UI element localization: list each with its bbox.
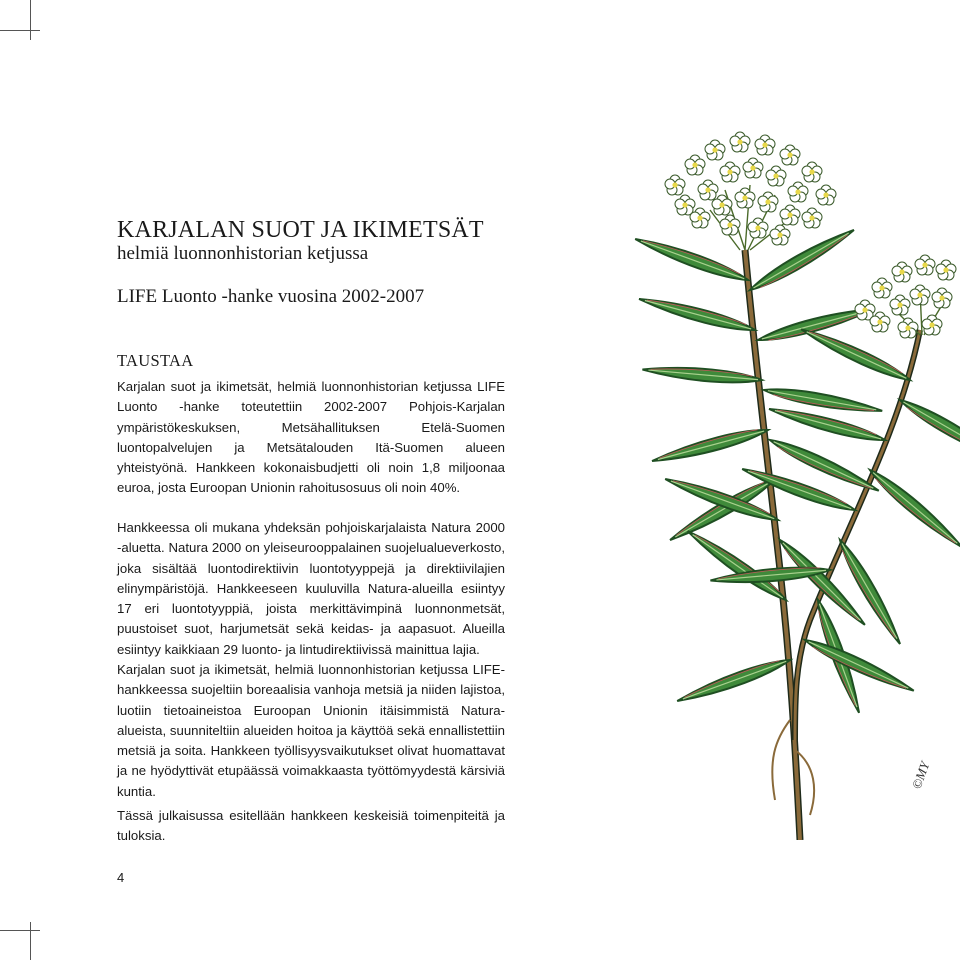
paragraph: Karjalan suot ja ikimetsät, helmiä luonnonhistorian ketjussa LIFE Luonto -hanke toteutettiin 2002-2007 Pohjois-Karjalan ympäristökeskuksen, Metsähallituksen Etelä-Suomen luontopalvelujen ja Metsätalouden Itä-Suomen alueen yhteistyönä. Hankkeen kokonaisbudjetti oli noin 1,8 miljoonaa euroa, josta Euroopan Unionin rahoitusosuus oli noin 40%. (117, 379, 505, 496)
paragraph: Hankkeessa oli mukana yhdeksän pohjoiskarjalaista Natura 2000 -aluetta. Natura 2000 on yleiseurooppalainen suojelualueverkosto, joka sisältää luontodirektiivin luontotyyppejä ja direktiivilajien elinympäristöjä. Hankkeeseen kuuluvilla Natura-alueilla esiintyy 17 eri luontotyyppiä, joista merkittävimpinä luonnonmetsät, puustoiset suot, harjumetsät sekä keidas- ja aapasuot. Alueilla esiintyy kaikkiaan 29 luonto- ja lintudirektiivissä mainittua lajia. (117, 520, 505, 657)
document-title: KARJALAN SUOT JA IKIMETSÄT (117, 217, 484, 243)
crop-mark (0, 930, 40, 931)
leaves (633, 225, 960, 715)
project-line: LIFE Luonto -hanke vuosina 2002-2007 (117, 286, 425, 307)
artist-signature: ©MY (908, 759, 933, 792)
crop-mark (30, 922, 31, 960)
flower-cluster (665, 132, 836, 250)
section-heading: TAUSTAA (117, 351, 194, 370)
paragraph: Karjalan suot ja ikimetsät, helmiä luonnonhistorian ketjussa LIFE-hankkeessa suojeltiin boreaalisia vanhoja metsiä ja niiden lajistoa, luotiin tietoaineistoa Euroopan Unionin itäisimmistä Natura-alueista, suunniteltiin alueiden hoitoa ja käyttöä sekä ennallistettiin metsiä ja soita. Hankkeen työllisyysvaikutukset olivat huomattavat ja ne hyödyttivät etupäässä voimakkaasta työttömyydestä kärsiviä kuntia. (117, 662, 505, 799)
crop-mark (0, 30, 40, 31)
crop-mark (30, 0, 31, 40)
labrador-tea-illustration (590, 100, 960, 840)
page-number: 4 (117, 870, 125, 885)
paragraph: Tässä julkaisussa esitellään hankkeen keskeisiä toimenpiteitä ja tuloksia. (117, 808, 505, 844)
document-subtitle: helmiä luonnonhistorian ketjussa (117, 243, 369, 264)
flower-cluster (855, 255, 956, 338)
